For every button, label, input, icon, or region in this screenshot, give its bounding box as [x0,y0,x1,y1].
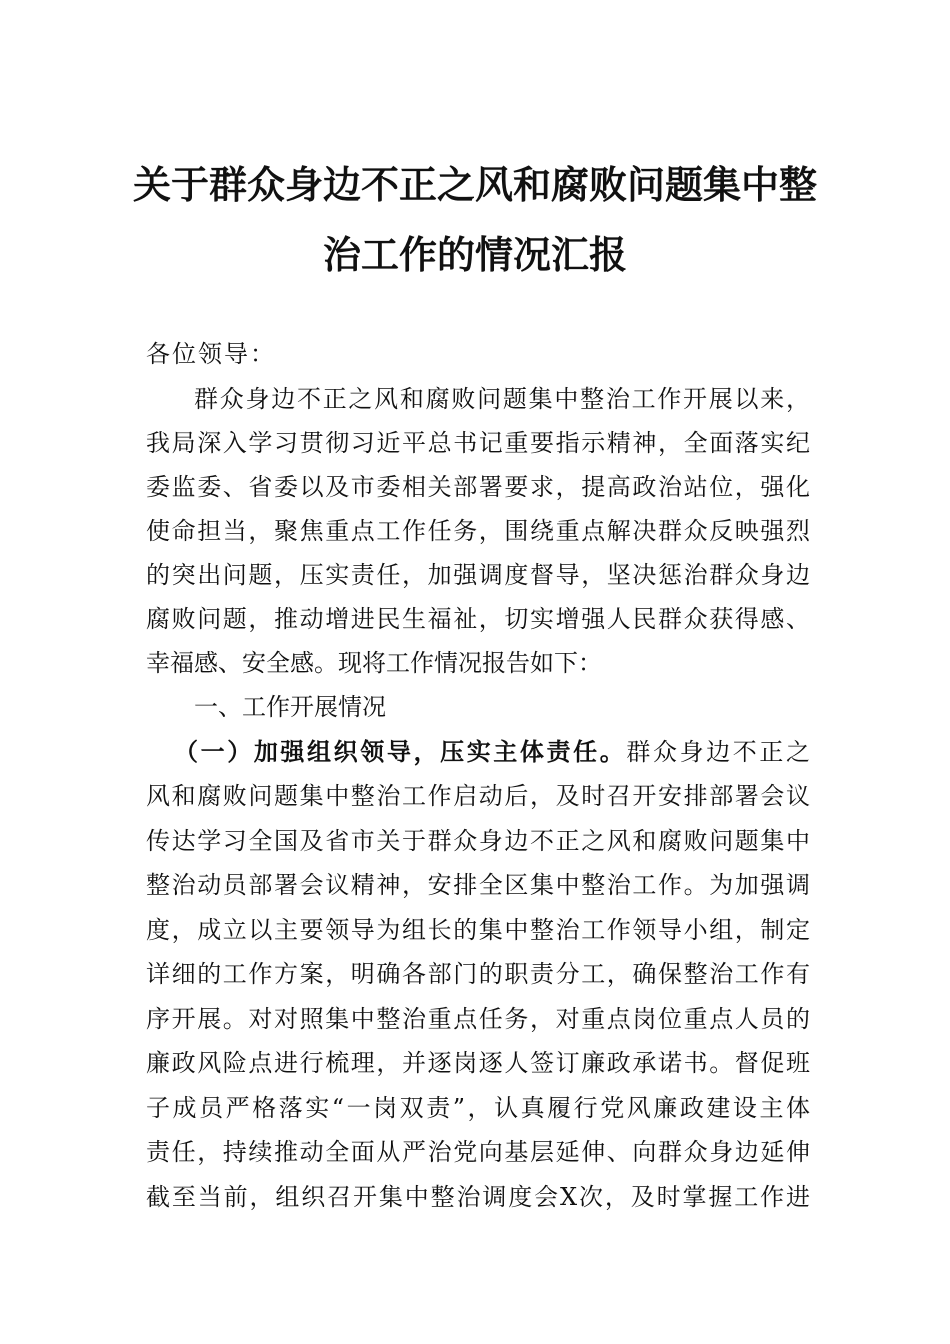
subsection-line-6: 序开展。对对照集中整治重点任务，对重点岗位重点人员的 [146,1005,810,1033]
subsection-line-5: 详细的工作方案，明确各部门的职责分工，确保整治工作有 [146,960,810,988]
salutation: 各位领导： [146,340,276,368]
intro-line-5: 的突出问题，压实责任，加强调度督导，坚决惩治群众身边 [146,561,810,589]
subsection-line-9: 责任，持续推动全面从严治党向基层延伸、向群众身边延伸 [146,1138,810,1166]
intro-line-4: 使命担当，聚焦重点工作任务，围绕重点解决群众反映强烈 [146,517,810,545]
subsection-line-2: 传达学习全国及省市关于群众身边不正之风和腐败问题集中 [146,827,810,855]
intro-line-2: 我局深入学习贯彻习近平总书记重要指示精神，全面落实纪 [146,429,810,457]
subsection-heading: （一）加强组织领导，压实主体责任。 [174,737,627,766]
subsection-line-8: 子成员严格落实“一岗双责”，认真履行党风廉政建设主体 [146,1094,810,1122]
document-title-line-1: 关于群众身边不正之风和腐败问题集中整 [132,162,817,207]
section-heading: 一、工作开展情况 [194,693,386,721]
subsection-first-line [174,737,811,766]
subsection-line-10: 截至当前，组织召开集中整治调度会X次，及时掌握工作进 [146,1183,810,1211]
subsection-first-line-text: 群众身边不正之 [626,738,811,766]
intro-line-3: 委监委、省委以及市委相关部署要求，提高政治站位，强化 [146,473,810,501]
subsection-line-3: 整治动员部署会议精神，安排全区集中整治工作。为加强调 [146,871,810,899]
intro-line-1: 群众身边不正之风和腐败问题集中整治工作开展以来， [194,385,810,413]
intro-line-6: 腐败问题，推动增进民生福祉，切实增强人民群众获得感、 [146,605,810,633]
intro-line-7: 幸福感、安全感。现将工作情况报告如下： [146,649,602,677]
subsection-line-4: 度，成立以主要领导为组长的集中整治工作领导小组，制定 [146,916,810,944]
document-title-line-2: 治工作的情况汇报 [322,232,627,277]
subsection-line-1: 风和腐败问题集中整治工作启动后，及时召开安排部署会议 [146,782,810,810]
subsection-line-7: 廉政风险点进行梳理，并逐岗逐人签订廉政承诺书。督促班 [146,1049,810,1077]
